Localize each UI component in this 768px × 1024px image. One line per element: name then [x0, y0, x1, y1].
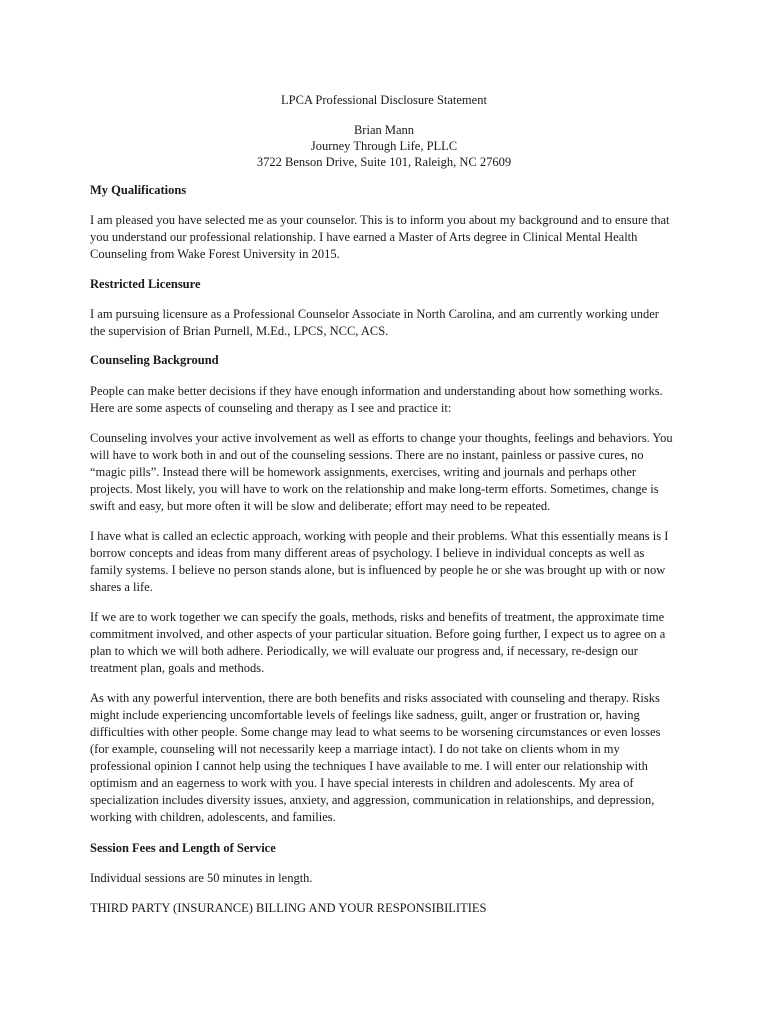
practice-name: Journey Through Life, PLLC — [310, 139, 458, 153]
fees-line: Individual sessions are 50 minutes in length. — [90, 871, 313, 885]
paragraph-line: Here are some aspects of counseling and therapy as I see and practice it: — [90, 401, 452, 415]
qualifications-paragraph — [90, 212, 680, 263]
paragraph-line: I am pleased you have selected me as your counselor. This is to inform you about my background and to ensure that — [90, 213, 670, 227]
counselor-name: Brian Mann — [353, 123, 415, 137]
billing-heading: THIRD PARTY (INSURANCE) BILLING AND YOUR RESPONSIBILITIES — [90, 901, 487, 915]
paragraph-line: I am pursuing licensure as a Professional Counselor Associate in North Carolina, and am currently working under — [90, 307, 659, 321]
paragraph-line: family systems. I believe no person stands alone, but is influenced by people he or she was brought up with or now — [90, 563, 666, 577]
paragraph-line: “magic pills”. Instead there will be homework assignments, exercises, writing and journals and perhaps other — [90, 465, 637, 479]
paragraph-line: might include experiencing uncomfortable levels of feelings like sadness, guilt, anger or frustration or, having — [90, 708, 640, 722]
background-paragraph-3 — [90, 528, 680, 596]
paragraph-line: borrow concepts and ideas from many different areas of psychology. I believe in individual concepts as well as — [90, 546, 645, 560]
paragraph-line: optimism and an eagerness to work with you. I have special interests in children and adolescents. My area of — [90, 776, 634, 790]
paragraph-line: plan to which we will both adhere. Periodically, we will evaluate our progress and, if necessary, re-design our — [90, 644, 638, 658]
background-paragraph-2 — [90, 430, 680, 515]
paragraph-line: commitment involved, and other aspects of your particular situation. Before going further, I expect us to agree on a — [90, 627, 666, 641]
licensure-paragraph — [90, 306, 680, 340]
paragraph-line: professional opinion I cannot help using the techniques I have available to me. I will enter our relationship with — [90, 759, 648, 773]
document-title: LPCA Professional Disclosure Statement — [281, 93, 487, 107]
background-paragraph-5 — [90, 690, 680, 826]
paragraph-line: you understand our professional relationship. I have earned a Master of Arts degree in Clinical Mental Health — [90, 230, 638, 244]
paragraph-line: (for example, counseling will not necessarily keep a marriage intact). I do not take on clients whom in my — [90, 742, 620, 756]
paragraph-line: working with children, adolescents, and families. — [90, 810, 336, 824]
qualifications-heading: My Qualifications — [90, 183, 187, 197]
paragraph-line: will have to work both in and out of the counseling sessions. There are no instant, painless or passive cures, no — [90, 448, 644, 462]
paragraph-line: swift and easy, but more often it will be slow and deliberate; effort may need to be repeated. — [90, 499, 551, 513]
paragraph-line: People can make better decisions if they have enough information and understanding about how something works. — [90, 384, 663, 398]
paragraph-line: treatment plan, goals and methods. — [90, 661, 265, 675]
paragraph-line: the supervision of Brian Purnell, M.Ed., LPCS, NCC, ACS. — [90, 324, 389, 338]
paragraph-line: Counseling from Wake Forest University in 2015. — [90, 247, 340, 261]
paragraph-line: projects. Most likely, you will have to work on the relationship and make long-term efforts. Sometimes, change is — [90, 482, 659, 496]
paragraph-line: I have what is called an eclectic approach, working with people and their problems. What this essentially means is I — [90, 529, 669, 543]
background-heading: Counseling Background — [90, 353, 219, 367]
paragraph-line: specialization includes diversity issues, anxiety, and aggression, communication in relationships, and depression, — [90, 793, 655, 807]
paragraph-line: As with any powerful intervention, there are both benefits and risks associated with counseling and therapy. Risks — [90, 691, 660, 705]
practice-address: 3722 Benson Drive, Suite 101, Raleigh, NC 27609 — [256, 155, 512, 169]
paragraph-line: If we are to work together we can specify the goals, methods, risks and benefits of treatment, the approximate time — [90, 610, 665, 624]
counselor-header — [90, 122, 678, 170]
paragraph-line: shares a life. — [90, 580, 153, 594]
paragraph-line: Counseling involves your active involvement as well as efforts to change your thoughts, feelings and behaviors. You — [90, 431, 673, 445]
fees-heading: Session Fees and Length of Service — [90, 841, 276, 855]
paragraph-line: difficulties with other people. Some change may lead to what seems to be worsening circumstances or even losses — [90, 725, 661, 739]
background-paragraph-1 — [90, 383, 680, 417]
background-paragraph-4 — [90, 609, 680, 677]
licensure-heading: Restricted Licensure — [90, 277, 201, 291]
